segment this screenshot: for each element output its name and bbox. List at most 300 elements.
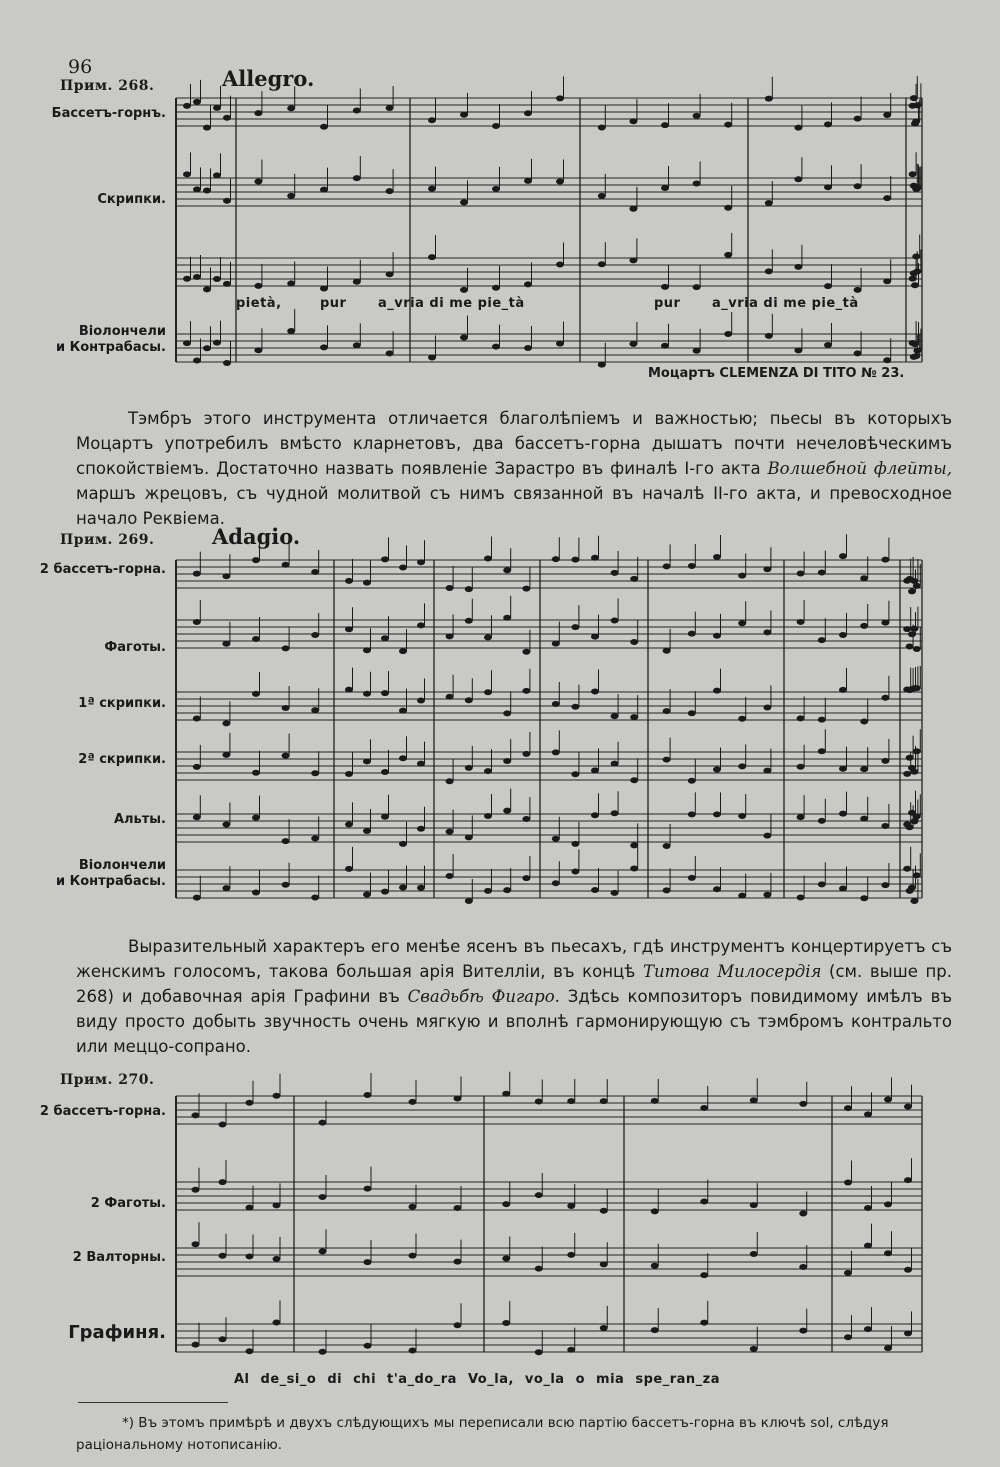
- note-head: [273, 1093, 281, 1099]
- note-head: [738, 893, 746, 899]
- note-head: [913, 102, 921, 108]
- note-head: [273, 1256, 281, 1262]
- note-head: [203, 187, 211, 193]
- note-head: [598, 362, 606, 368]
- source-citation: Моцартъ CLEMENZA DI TITO № 23.: [648, 366, 905, 381]
- note-head: [651, 1327, 659, 1333]
- note-head: [567, 1347, 575, 1353]
- note-head: [860, 816, 868, 822]
- note-head: [460, 287, 468, 293]
- note-head: [535, 1192, 543, 1198]
- note-head: [193, 358, 201, 364]
- note-head: [287, 193, 295, 199]
- note-head: [883, 278, 891, 284]
- note-head: [738, 813, 746, 819]
- note-head: [213, 105, 221, 111]
- note-head: [724, 122, 732, 128]
- note-head: [399, 648, 407, 654]
- note-head: [600, 1261, 608, 1267]
- note-head: [571, 841, 579, 847]
- note-head: [910, 898, 918, 904]
- note-head: [611, 570, 619, 576]
- note-head: [386, 350, 394, 356]
- note-head: [287, 280, 295, 286]
- note-head: [904, 1104, 912, 1110]
- note-head: [860, 766, 868, 772]
- note-head: [409, 1204, 417, 1210]
- note-head: [797, 571, 805, 577]
- note-head: [844, 1180, 852, 1186]
- note-head: [571, 704, 579, 710]
- note-head: [465, 586, 473, 592]
- note-head: [353, 175, 361, 181]
- note-head: [492, 186, 500, 192]
- note-head: [913, 583, 921, 589]
- note-head: [446, 694, 454, 700]
- instrument-cellos-basses: Віолончели и Контрабасы.: [55, 858, 166, 889]
- note-head: [282, 753, 290, 759]
- note-head: [763, 833, 771, 839]
- note-head: [903, 771, 911, 777]
- lyrics-line: Al de_si_o di chi t'a_do_ra Vo_la, vo_la o mia spe_ran_za: [234, 1372, 720, 1387]
- note-head: [839, 885, 847, 891]
- note-head: [908, 631, 916, 637]
- note-head: [522, 751, 530, 757]
- note-head: [492, 344, 500, 350]
- note-head: [223, 198, 231, 204]
- note-head: [353, 342, 361, 348]
- note-head: [535, 1266, 543, 1272]
- note-head: [883, 357, 891, 363]
- note-head: [713, 886, 721, 892]
- note-head: [364, 1259, 372, 1265]
- note-head: [409, 1347, 417, 1353]
- note-head: [363, 892, 371, 898]
- note-head: [417, 697, 425, 703]
- tempo-allegro: Allegro.: [222, 66, 315, 91]
- note-head: [591, 634, 599, 640]
- note-head: [571, 771, 579, 777]
- footnote: *) Въ этомъ примѣрѣ и двухъ слѣдующихъ мы переписали всю партію бассетъ-горна въ ключѣ sol, слѣдуя раціональному нотописанію.: [76, 1415, 889, 1453]
- note-head: [797, 619, 805, 625]
- note-head: [252, 889, 260, 895]
- note-head: [661, 343, 669, 349]
- note-head: [629, 206, 637, 212]
- note-head: [881, 823, 889, 829]
- note-head: [363, 647, 371, 653]
- note-head: [465, 618, 473, 624]
- note-head: [320, 187, 328, 193]
- note-head: [910, 95, 918, 101]
- note-head: [222, 752, 230, 758]
- note-head: [454, 1259, 462, 1265]
- note-head: [663, 708, 671, 714]
- note-head: [913, 269, 921, 275]
- note-head: [381, 769, 389, 775]
- note-head: [183, 276, 191, 282]
- note-head: [909, 171, 917, 177]
- note-head: [864, 1326, 872, 1332]
- note-head: [246, 1205, 254, 1211]
- note-head: [910, 769, 918, 775]
- note-head: [386, 105, 394, 111]
- note-head: [193, 814, 201, 820]
- note-head: [763, 892, 771, 898]
- note-head: [591, 812, 599, 818]
- note-head: [311, 894, 319, 900]
- note-head: [193, 895, 201, 901]
- note-head: [522, 875, 530, 881]
- note-head: [524, 178, 532, 184]
- note-head: [598, 124, 606, 130]
- note-head: [552, 701, 560, 707]
- note-head: [794, 264, 802, 270]
- note-head: [502, 1256, 510, 1262]
- note-head: [688, 563, 696, 569]
- note-head: [750, 1346, 758, 1352]
- note-head: [454, 1322, 462, 1328]
- note-head: [630, 576, 638, 582]
- note-head: [884, 1250, 892, 1256]
- instrument-countess: Графиня.: [68, 1322, 166, 1343]
- note-head: [854, 287, 862, 293]
- note-head: [913, 872, 921, 878]
- note-head: [417, 761, 425, 767]
- note-head: [353, 108, 361, 114]
- lyric-segment: a_vria di me pie_tà: [378, 296, 525, 311]
- note-head: [219, 1122, 227, 1128]
- note-head: [913, 748, 921, 754]
- note-head: [600, 1325, 608, 1331]
- paragraph-1-text-b: маршъ жрецовъ, съ чудной молитвой съ нимъ связанной въ началѣ II-го акта, и превосходное начало Реквіема.: [76, 484, 952, 528]
- note-head: [724, 331, 732, 337]
- note-head: [860, 895, 868, 901]
- note-head: [556, 95, 564, 101]
- lyric-segment: pietà,: [236, 296, 282, 311]
- note-head: [502, 1320, 510, 1326]
- note-head: [282, 882, 290, 888]
- note-head: [381, 556, 389, 562]
- note-head: [522, 688, 530, 694]
- note-head: [844, 1334, 852, 1340]
- lyric-segment: pur: [654, 296, 681, 311]
- note-head: [663, 843, 671, 849]
- note-head: [713, 811, 721, 817]
- note-head: [454, 1095, 462, 1101]
- note-head: [428, 186, 436, 192]
- note-head: [911, 282, 919, 288]
- note-head: [254, 178, 262, 184]
- note-head: [912, 118, 920, 124]
- instrument-horns: 2 Валторны.: [72, 1250, 166, 1265]
- note-head: [552, 880, 560, 886]
- note-head: [345, 626, 353, 632]
- instrument-bassoons: 2 Фаготы.: [90, 1196, 166, 1211]
- note-head: [844, 1105, 852, 1111]
- note-head: [738, 763, 746, 769]
- note-head: [661, 284, 669, 290]
- note-head: [502, 1201, 510, 1207]
- note-head: [345, 578, 353, 584]
- note-head: [320, 344, 328, 350]
- note-head: [713, 554, 721, 560]
- note-head: [282, 838, 290, 844]
- note-head: [193, 186, 201, 192]
- note-head: [567, 1252, 575, 1258]
- note-head: [598, 261, 606, 267]
- note-head: [903, 866, 911, 872]
- paragraph-1-italic: Волшебной флейты,: [767, 459, 952, 478]
- note-head: [484, 634, 492, 640]
- note-head: [765, 333, 773, 339]
- note-head: [611, 761, 619, 767]
- note-head: [738, 573, 746, 579]
- instrument-violins: Скрипки.: [97, 192, 166, 207]
- note-head: [904, 1267, 912, 1273]
- note-head: [484, 768, 492, 774]
- note-head: [864, 1111, 872, 1117]
- instrument-basset-horns: 2 бассетъ-горна.: [39, 1104, 166, 1119]
- note-head: [688, 875, 696, 881]
- note-head: [522, 816, 530, 822]
- instrument-basset-horn: Бассетъ-горнъ.: [51, 106, 166, 121]
- note-head: [799, 1328, 807, 1334]
- note-head: [345, 687, 353, 693]
- note-head: [630, 865, 638, 871]
- note-head: [799, 1264, 807, 1270]
- note-head: [904, 1177, 912, 1183]
- note-head: [552, 749, 560, 755]
- note-head: [246, 1100, 254, 1106]
- instrument-violas: Альты.: [113, 812, 166, 827]
- note-head: [252, 691, 260, 697]
- note-head: [591, 767, 599, 773]
- note-head: [417, 622, 425, 628]
- note-head: [524, 110, 532, 116]
- note-head: [446, 873, 454, 879]
- note-head: [460, 199, 468, 205]
- note-head: [503, 615, 511, 621]
- note-head: [839, 811, 847, 817]
- note-head: [903, 626, 911, 632]
- note-head: [824, 283, 832, 289]
- note-head: [535, 1349, 543, 1355]
- note-head: [503, 808, 511, 814]
- note-head: [319, 1194, 327, 1200]
- note-head: [571, 868, 579, 874]
- paragraph-2-italic: Титова Милосердія: [642, 962, 822, 981]
- note-head: [883, 112, 891, 118]
- note-head: [524, 345, 532, 351]
- note-head: [854, 183, 862, 189]
- note-head: [663, 648, 671, 654]
- note-head: [552, 641, 560, 647]
- note-head: [399, 755, 407, 761]
- note-head: [651, 1208, 659, 1214]
- note-head: [287, 105, 295, 111]
- note-head: [663, 757, 671, 763]
- note-head: [854, 116, 862, 122]
- note-head: [912, 254, 920, 260]
- note-head: [908, 588, 916, 594]
- note-head: [700, 1199, 708, 1205]
- note-head: [203, 286, 211, 292]
- note-head: [428, 354, 436, 360]
- note-head: [319, 1120, 327, 1126]
- note-head: [273, 1320, 281, 1326]
- note-head: [222, 641, 230, 647]
- note-head: [193, 274, 201, 280]
- note-head: [904, 1330, 912, 1336]
- note-head: [818, 717, 826, 723]
- note-head: [223, 115, 231, 121]
- note-head: [522, 586, 530, 592]
- note-head: [409, 1253, 417, 1259]
- note-head: [591, 887, 599, 893]
- note-head: [839, 632, 847, 638]
- note-head: [311, 835, 319, 841]
- note-head: [765, 268, 773, 274]
- note-head: [724, 252, 732, 258]
- note-head: [246, 1348, 254, 1354]
- note-head: [629, 341, 637, 347]
- note-head: [738, 620, 746, 626]
- note-head: [465, 697, 473, 703]
- note-head: [913, 185, 921, 191]
- note-head: [203, 125, 211, 131]
- note-head: [906, 824, 914, 830]
- note-head: [535, 1098, 543, 1104]
- note-head: [700, 1320, 708, 1326]
- note-head: [320, 286, 328, 292]
- paragraph-2-text-c: Здѣсь композиторъ повидимому имѣлъ въ виду просто добыть звучность очень мягкую и вполнѣ гармонирующую съ тэмбромъ контральто или меццо-сопрано.: [76, 987, 952, 1056]
- note-head: [860, 623, 868, 629]
- note-head: [909, 276, 917, 282]
- note-head: [556, 341, 564, 347]
- note-head: [213, 172, 221, 178]
- note-head: [345, 771, 353, 777]
- paragraph-1-text: Тэмбръ этого инструмента отличается благолѣпіемъ и важностью; пьесы въ которыхъ Моцартъ употребилъ вмѣсто кларнетовъ, два бассетъ-горна дышатъ почти нечеловѣческимъ спокойствіемъ. Достаточно назвать появленіе Зарастро въ финалѣ I-го акта: [76, 409, 952, 478]
- note-head: [693, 284, 701, 290]
- note-head: [911, 341, 919, 347]
- note-head: [571, 624, 579, 630]
- note-head: [630, 777, 638, 783]
- note-head: [881, 620, 889, 626]
- note-head: [765, 200, 773, 206]
- note-head: [794, 125, 802, 131]
- note-head: [839, 553, 847, 559]
- note-head: [287, 328, 295, 334]
- note-head: [661, 185, 669, 191]
- paragraph-2-text: Выразительный характеръ его менѣе ясенъ въ пьесахъ, гдѣ инструментъ концертируетъ съ женскимъ голосомъ, такова большая арія Вителліи, въ концѣ: [76, 937, 952, 981]
- note-head: [799, 1101, 807, 1107]
- note-head: [428, 117, 436, 123]
- note-head: [629, 257, 637, 263]
- note-head: [611, 810, 619, 816]
- note-head: [854, 350, 862, 356]
- note-head: [192, 1187, 200, 1193]
- note-head: [345, 866, 353, 872]
- note-head: [252, 770, 260, 776]
- note-head: [319, 1349, 327, 1355]
- note-head: [192, 1342, 200, 1348]
- note-head: [252, 636, 260, 642]
- note-head: [192, 1112, 200, 1118]
- note-head: [818, 881, 826, 887]
- note-head: [765, 96, 773, 102]
- note-head: [688, 631, 696, 637]
- note-head: [629, 118, 637, 124]
- note-head: [794, 347, 802, 353]
- note-head: [399, 884, 407, 890]
- note-head: [222, 720, 230, 726]
- note-head: [693, 181, 701, 187]
- note-head: [884, 1345, 892, 1351]
- note-head: [399, 841, 407, 847]
- note-head: [522, 649, 530, 655]
- note-head: [446, 829, 454, 835]
- note-head: [818, 570, 826, 576]
- note-head: [750, 1097, 758, 1103]
- note-head: [611, 890, 619, 896]
- note-head: [222, 821, 230, 827]
- note-head: [883, 195, 891, 201]
- note-head: [693, 113, 701, 119]
- note-head: [363, 691, 371, 697]
- note-head: [884, 1096, 892, 1102]
- note-head: [183, 171, 191, 177]
- note-head: [713, 633, 721, 639]
- paragraph-2-italic-2: Свадьбѣ Фигаро.: [407, 987, 560, 1006]
- note-head: [630, 714, 638, 720]
- note-head: [484, 689, 492, 695]
- note-head: [524, 281, 532, 287]
- note-head: [273, 1202, 281, 1208]
- note-head: [881, 557, 889, 563]
- note-head: [311, 569, 319, 575]
- note-head: [193, 619, 201, 625]
- note-head: [797, 764, 805, 770]
- note-head: [860, 575, 868, 581]
- note-head: [630, 639, 638, 645]
- note-head: [763, 704, 771, 710]
- note-head: [446, 585, 454, 591]
- note-head: [399, 564, 407, 570]
- note-head: [192, 1241, 200, 1247]
- note-head: [908, 885, 916, 891]
- note-head: [311, 632, 319, 638]
- note-head: [363, 580, 371, 586]
- note-head: [484, 888, 492, 894]
- note-head: [502, 1091, 510, 1097]
- note-head: [219, 1336, 227, 1342]
- note-head: [386, 188, 394, 194]
- note-head: [750, 1251, 758, 1257]
- note-head: [460, 334, 468, 340]
- note-head: [381, 690, 389, 696]
- note-head: [219, 1179, 227, 1185]
- tempo-adagio: Adagio.: [212, 524, 301, 549]
- note-head: [552, 556, 560, 562]
- note-head: [818, 818, 826, 824]
- note-head: [611, 617, 619, 623]
- example-269-label: Прим. 269.: [60, 532, 155, 548]
- note-head: [661, 122, 669, 128]
- note-head: [254, 110, 262, 116]
- note-head: [319, 1248, 327, 1254]
- example-270-label: Прим. 270.: [60, 1072, 155, 1088]
- note-head: [864, 1243, 872, 1249]
